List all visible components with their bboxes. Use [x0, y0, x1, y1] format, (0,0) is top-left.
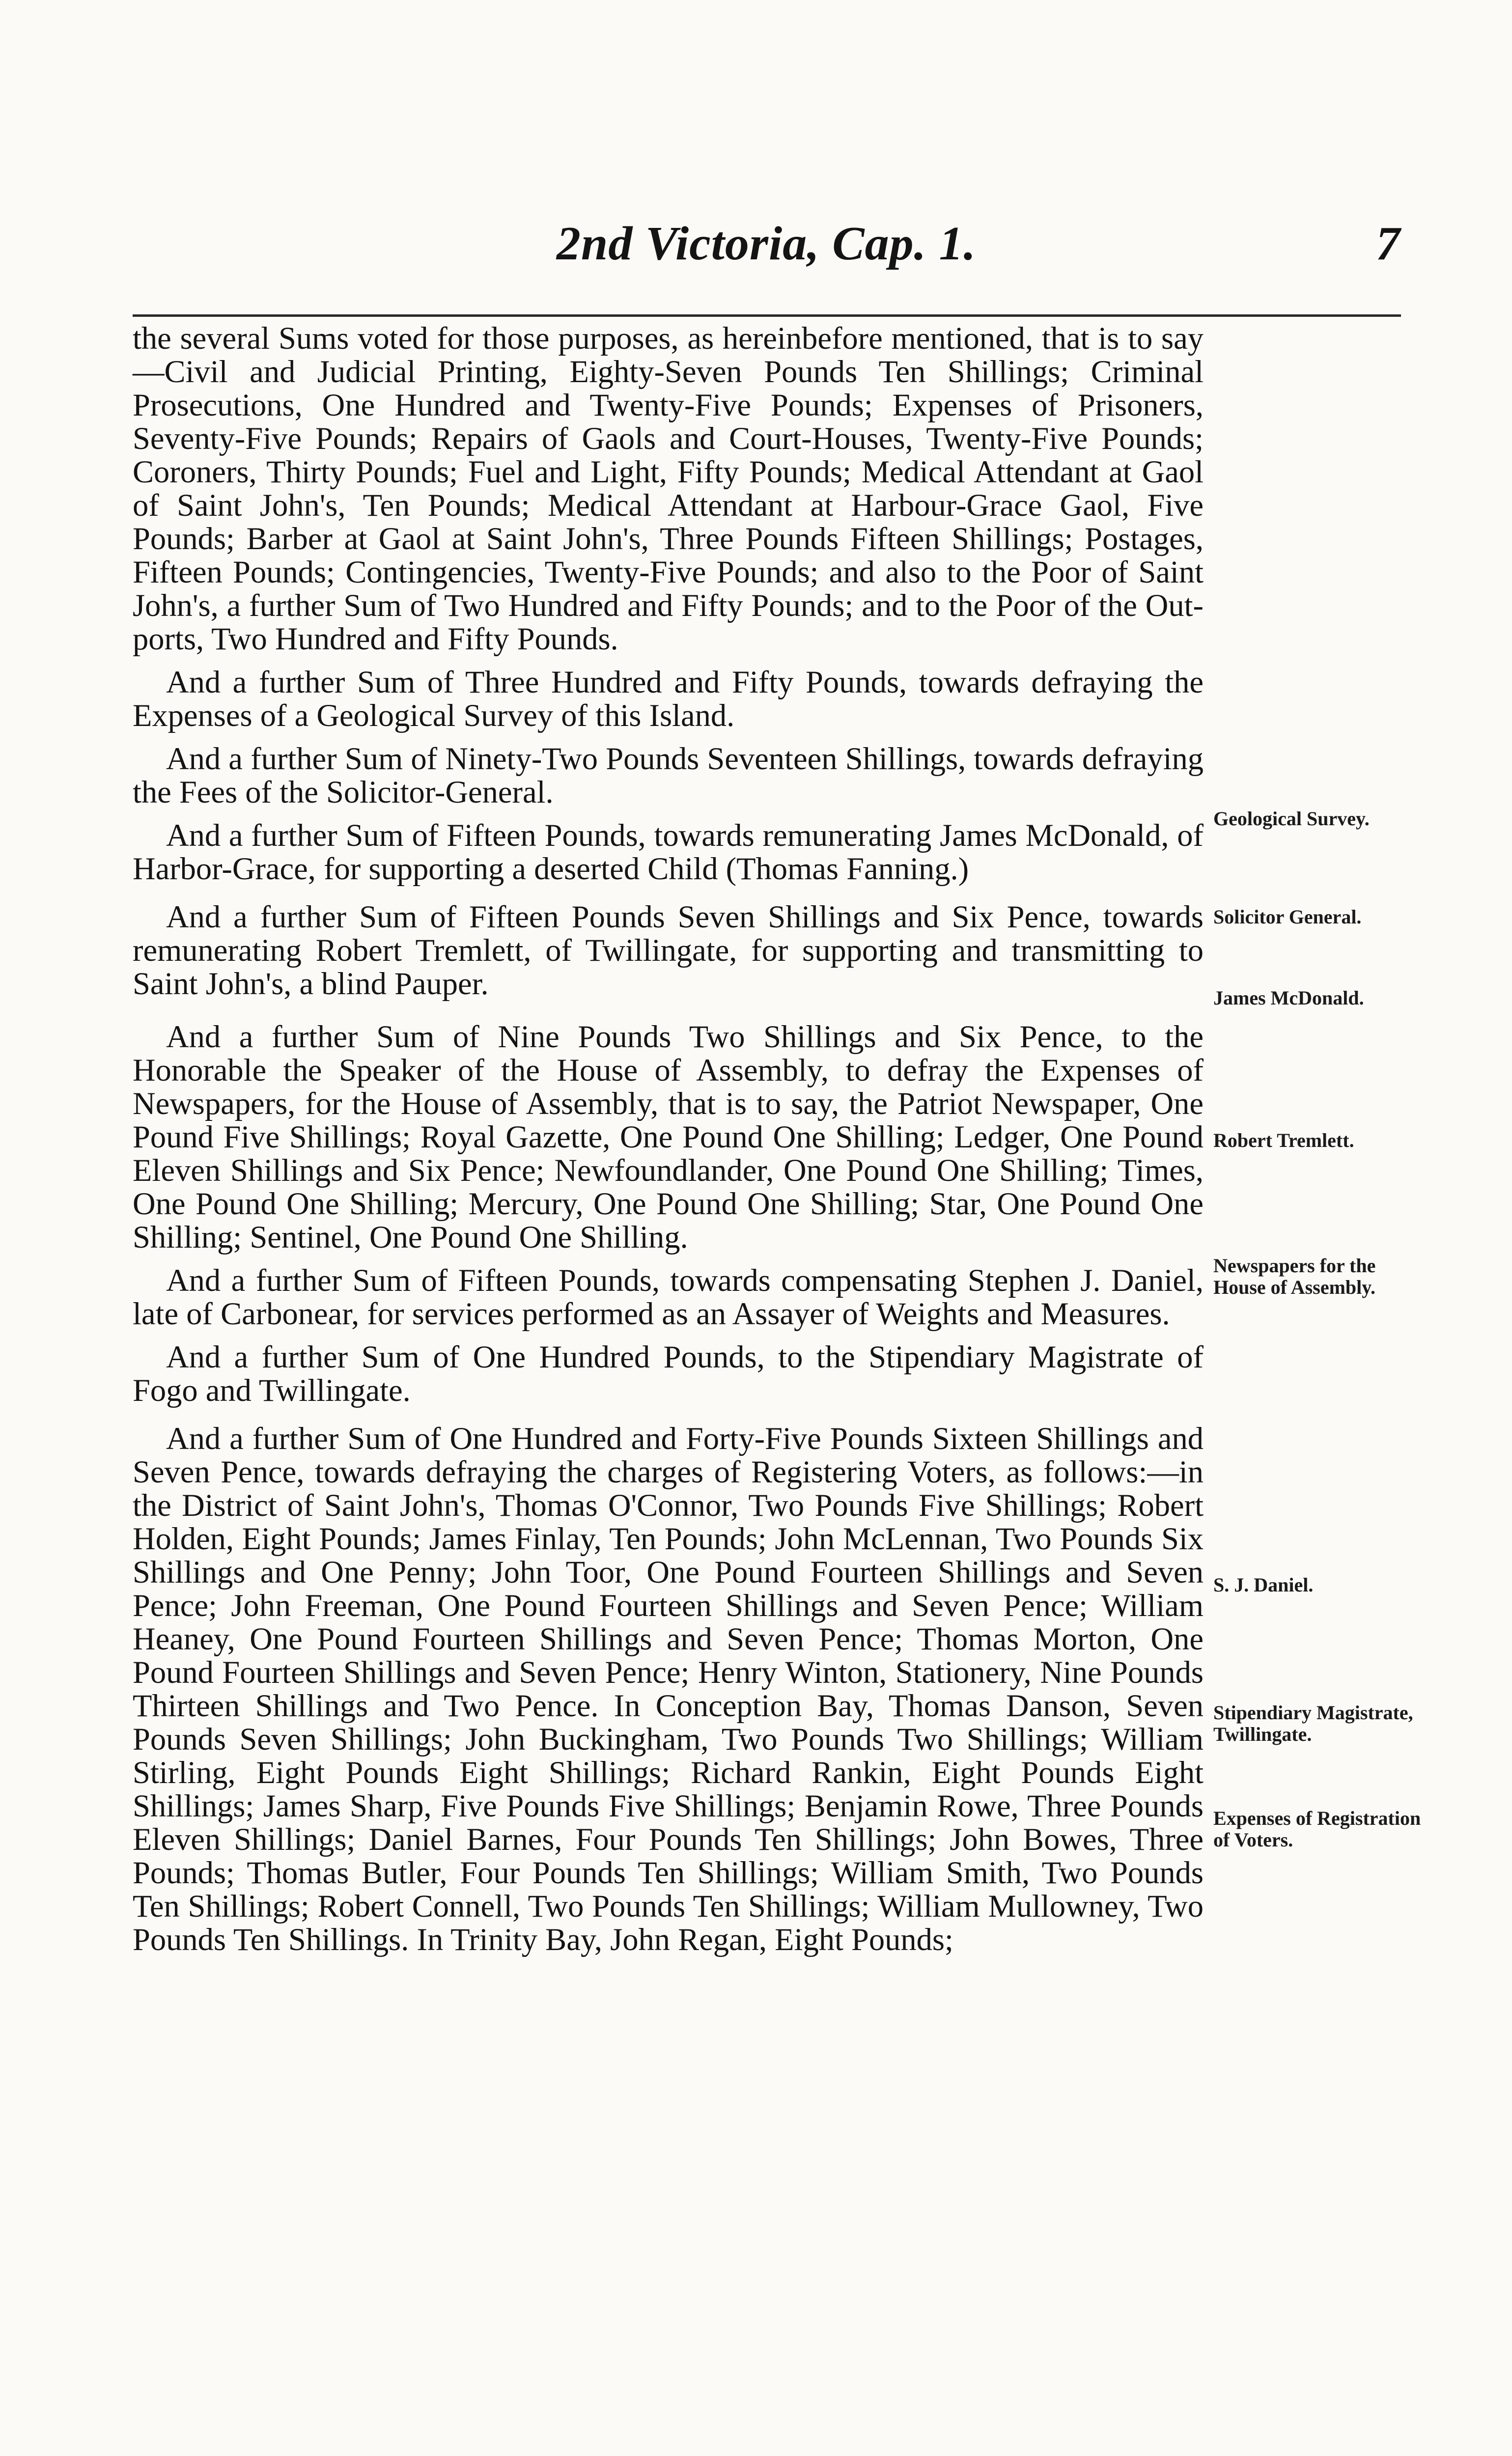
margin-note-solicitor-general: Solicitor General.: [1213, 906, 1362, 928]
margin-note-registration-voters: Expenses of Registration of Voters.: [1213, 1807, 1421, 1851]
page-number: 7: [1376, 217, 1400, 270]
paragraph-geological-survey: And a further Sum of Three Hundred and Fifty Pounds, towards defraying the Expenses of a Geological Survey of this Island.: [133, 665, 1204, 733]
paragraph-robert-tremlett: And a further Sum of Fifteen Pounds Seven Shillings and Six Pence, towards remunerating Robert Tremlett, of Twillingate, for supporting and transmitting to Saint John's, a blind Pauper.: [133, 899, 1204, 1001]
body-text: [133, 322, 1204, 1956]
paragraph-stipendiary-magistrate: And a further Sum of One Hundred Pounds, to the Stipendiary Magistrate of Fogo and Twillingate.: [133, 1340, 1204, 1408]
paragraph-james-mcdonald: And a further Sum of Fifteen Pounds, towards remunerating James McDonald, of Harbor-Grace, for supporting a deserted Child (Thomas Fanning.): [133, 818, 1204, 886]
paragraph-solicitor-general: And a further Sum of Ninety-Two Pounds Seventeen Shillings, towards defraying the Fees of the Solicitor-General.: [133, 741, 1204, 809]
page-header: [133, 216, 1400, 290]
margin-note-newspapers: Newspapers for the House of Assembly.: [1213, 1255, 1376, 1298]
margin-note-geological-survey: Geological Survey.: [1213, 808, 1370, 830]
paragraph-newspapers: And a further Sum of Nine Pounds Two Shillings and Six Pence, to the Honorable the Speaker of the House of Assembly, to defray the Expenses of Newspapers, for the House of Assembly, that is to say, the Patriot Newspaper, One Pound Five Shillings; Royal Gazette, One Pound One Shilling; Ledger, One Pound Eleven Shillings and Six Pence; Newfoundlander, One Pound One Shilling; Times, One Pound One Shilling; Mercury, One Pound One Shilling; Star, One Pound One Shilling; Sentinel, One Pound One Shilling.: [133, 1019, 1204, 1255]
paragraph-sj-daniel: And a further Sum of Fifteen Pounds, towards compensating Stephen J. Daniel, late of Carbonear, for services performed as an Assayer of Weights and Measures.: [133, 1263, 1204, 1331]
margin-note-stipendiary-magistrate: Stipendiary Magistrate, Twillingate.: [1213, 1702, 1413, 1745]
margin-note-sj-daniel: S. J. Daniel.: [1213, 1574, 1314, 1596]
paragraph-registration-voters: And a further Sum of One Hundred and Forty-Five Pounds Sixteen Shillings and Seven Pence, towards defraying the charges of Registering Voters, as follows:—in the District of Saint John's, Thomas O'Connor, Two Pounds Five Shillings; Robert Holden, Eight Pounds; James Finlay, Ten Pounds; John McLennan, Two Pounds Six Shillings and One Penny; John Toor, One Pound Fourteen Shillings and Seven Pence; John Freeman, One Pound Fourteen Shillings and Seven Pence; William Heaney, One Pound Fourteen Shillings and Seven Pence; Thomas Morton, One Pound Fourteen Shillings and Seven Pence; Henry Winton, Stationery, Nine Pounds Thirteen Shillings and Two Pence. In Conception Bay, Thomas Danson, Seven Pounds Seven Shillings; John Buckingham, Two Pounds Two Shillings; William Stirling, Eight Pounds Eight Shillings; Richard Rankin, Eight Pounds Eight Shillings; James Sharp, Five Pounds Five Shillings; Benjamin Rowe, Three Pounds Eleven Shillings; Daniel Barnes, Four Pounds Ten Shillings; John Bowes, Three Pounds; Thomas Butler, Four Pounds Ten Shillings; William Smith, Two Pounds Ten Shillings; Robert Connell, Two Pounds Ten Shillings; William Mullowney, Two Pounds Ten Shillings. In Trinity Bay, John Regan, Eight Pounds;: [133, 1421, 1204, 1957]
header-rule: [133, 314, 1401, 317]
margin-note-james-mcdonald: James McDonald.: [1213, 987, 1364, 1009]
margin-note-robert-tremlett: Robert Tremlett.: [1213, 1129, 1354, 1151]
paragraph-sums-voted: the several Sums voted for those purposes, as hereinbefore mentioned, that is to say—Civil and Judicial Printing, Eighty-Seven Pounds Ten Shillings; Criminal Prosecutions, One Hundred and Twenty-Five Pounds; Expenses of Prisoners, Seventy-Five Pounds; Repairs of Gaols and Court-Houses, Twenty-Five Pounds; Coroners, Thirty Pounds; Fuel and Light, Fifty Pounds; Medical Attendant at Gaol of Saint John's, Ten Pounds; Medical Attendant at Harbour-Grace Gaol, Five Pounds; Barber at Gaol at Saint John's, Three Pounds Fifteen Shillings; Postages, Fifteen Pounds; Contingencies, Twenty-Five Pounds; and also to the Poor of Saint John's, a further Sum of Two Hundred and Fifty Pounds; and to the Poor of the Out-ports, Two Hundred and Fifty Pounds.: [133, 321, 1204, 656]
running-title: 2nd Victoria, Cap. 1.: [556, 217, 977, 270]
